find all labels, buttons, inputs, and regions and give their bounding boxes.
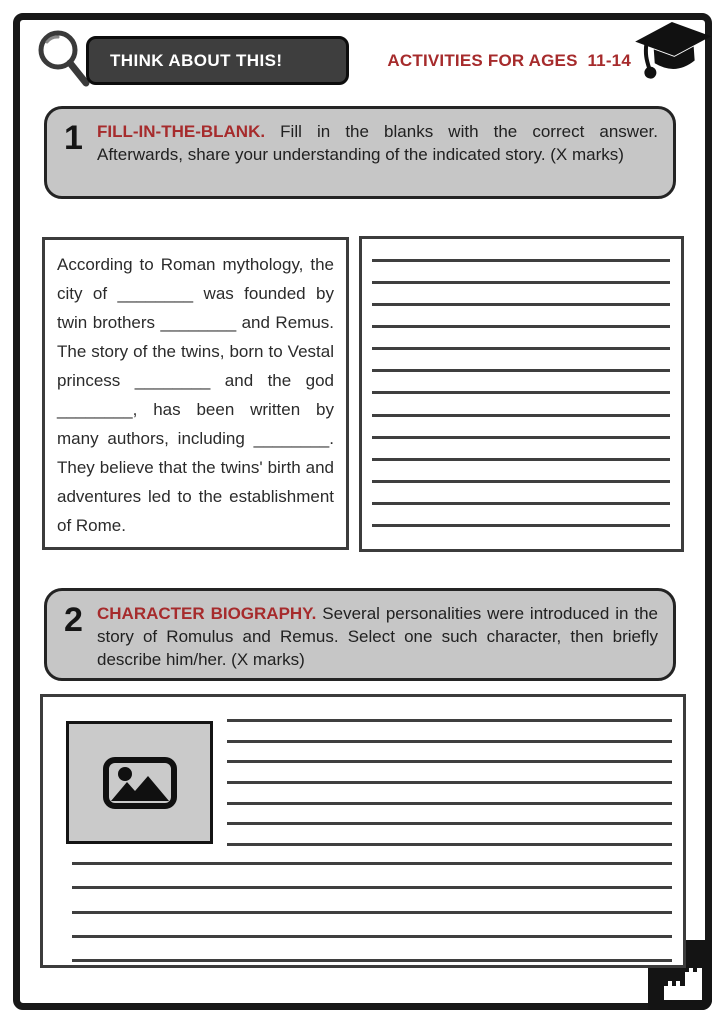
answer-line — [72, 886, 672, 889]
answer-line — [372, 480, 670, 483]
activity-2-text — [97, 602, 658, 672]
answer-line — [227, 760, 672, 763]
answer-line — [227, 781, 672, 784]
bio-lines-full-width — [72, 862, 672, 962]
answer-line — [227, 740, 672, 743]
answer-line — [372, 436, 670, 439]
answer-line — [372, 281, 670, 284]
answer-line — [372, 414, 670, 417]
answer-line — [372, 259, 670, 262]
activity-2-body: Several personalities were introduced in the story of Romulus and Remus. Select one such character, then briefly describe him/her. (X marks) — [97, 604, 658, 670]
bio-lines-beside-image — [227, 719, 672, 846]
graduation-cap-icon — [632, 15, 715, 88]
activity-2-instruction-box — [44, 588, 676, 681]
answer-line — [227, 822, 672, 825]
activity-2-title: CHARACTER BIOGRAPHY. — [97, 604, 317, 623]
fill-in-passage-box: According to Roman mythology, the city of ________ was founded by twin brothers ________ and Remus. The story of the twins, born to Vestal princess ________ and the god ________, has been written by many authors, including ________. They believe that the twins' birth and adventures led to the establishment of Rome. — [42, 237, 349, 550]
banner-think-about-this — [86, 36, 349, 85]
answer-line — [372, 391, 670, 394]
castle-icon — [662, 966, 704, 1000]
activity-1-text — [97, 120, 658, 166]
answer-line — [72, 911, 672, 914]
answer-line — [227, 719, 672, 722]
activity-1-body: Fill in the blanks with the correct answer. Afterwards, share your understanding of the indicated story. (X marks) — [97, 122, 658, 165]
answer-line — [372, 303, 670, 306]
answer-line — [372, 524, 670, 527]
answer-line — [372, 325, 670, 328]
ages-label: ACTIVITIES FOR AGES 11-14 — [387, 50, 631, 70]
answer-line — [227, 843, 672, 846]
image-placeholder-icon — [102, 757, 178, 809]
image-placeholder — [66, 721, 213, 844]
answer-line — [72, 935, 672, 938]
answer-line — [372, 502, 670, 505]
activity-1-title: FILL-IN-THE-BLANK. — [97, 122, 266, 141]
answer-line — [227, 802, 672, 805]
activity-1-instruction-box — [44, 106, 676, 199]
answer-line — [72, 959, 672, 962]
banner-label: THINK ABOUT THIS! — [110, 50, 283, 70]
activity-1-number: 1 — [64, 119, 83, 157]
answer-line — [72, 862, 672, 865]
answer-line — [372, 347, 670, 350]
answer-line — [372, 369, 670, 372]
activity-2-number: 2 — [64, 601, 83, 639]
answer-lines-section1 — [372, 259, 670, 527]
answer-line — [372, 458, 670, 461]
